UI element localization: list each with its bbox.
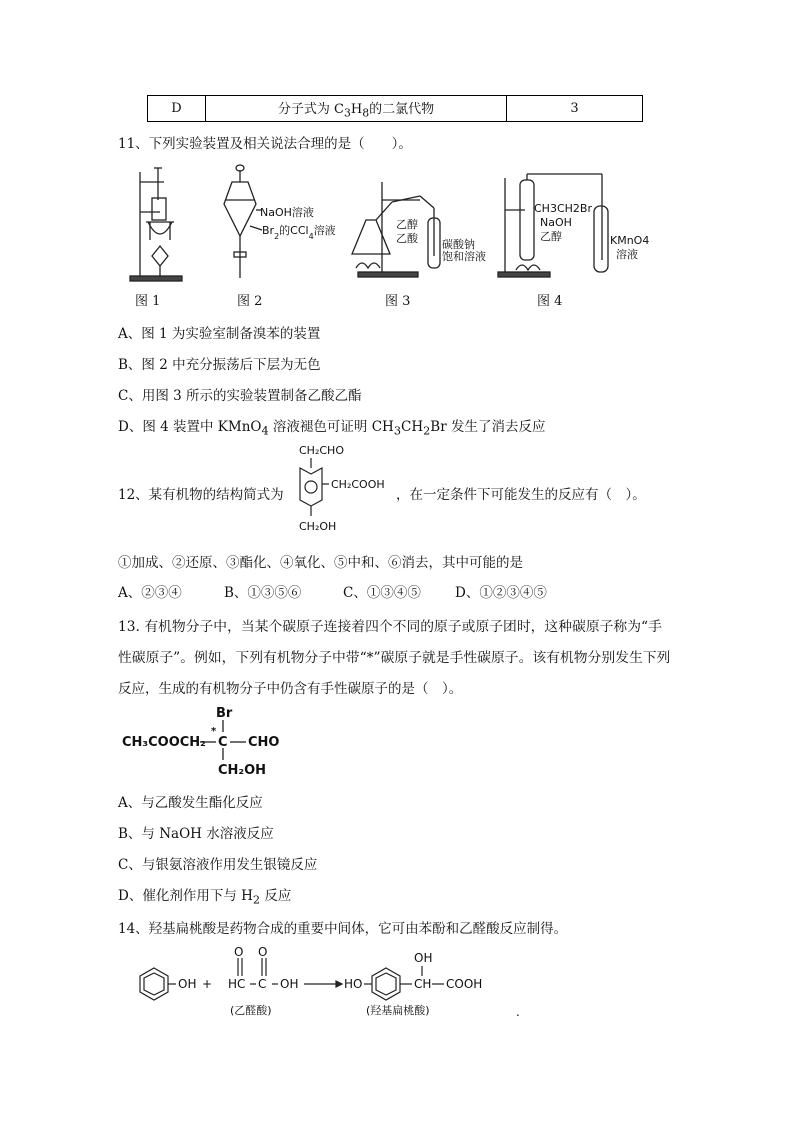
q13-option-c: C、与银氨溶液作用发生银镜反应 [118, 857, 318, 873]
group-ch: CH [414, 977, 432, 991]
label-naoh-solution: NaOH溶液 [260, 206, 314, 219]
label-solution: 溶液 [616, 248, 638, 261]
oxygen-1: O [234, 946, 244, 959]
q12-reactions: ①加成、②还原、③酯化、④氧化、⑤中和、⑥消去，其中可能的是 [118, 555, 523, 571]
table-cell-value: 3 [507, 96, 643, 122]
q11-stem: 11、下列实验装置及相关说法合理的是（ ）。 [118, 136, 412, 152]
table-cell-desc: 分子式为 $C_3H_8$的二氯代物 [206, 96, 507, 122]
q13-structure [118, 704, 288, 780]
label-br2-ccl4: $Br_2$的CCl$_4$溶液 [262, 224, 336, 241]
label-glyoxylic-acid: (乙醛酸) [230, 1004, 272, 1017]
label-ch3ch2br: CH3CH2Br [534, 202, 592, 215]
q11-option-b: B、图 2 中充分振荡后下层为无色 [118, 357, 321, 373]
group-cho: CHO [248, 735, 280, 750]
q14-stem: 14、羟基扁桃酸是药物合成的重要中间体，它可由苯酚和乙醛酸反应制得。 [118, 921, 568, 937]
q14-reaction-equation [130, 946, 550, 1020]
q12-stem-pre: 12、某有机物的结构简式为 [118, 487, 284, 503]
label-ethanol: 乙醇 [396, 218, 418, 231]
label-hydroxymandelic-acid: (羟基扁桃酸) [366, 1004, 430, 1017]
q13-line2: 性碳原子”。例如，下列有机物分子中带“*”碳原子就是手性碳原子。该有机物分别发生下列 [118, 650, 671, 666]
table-row [148, 96, 643, 122]
atom-c: C [258, 977, 267, 991]
atom-c: C [218, 735, 228, 750]
q12-option-c: C、①③④⑤ [343, 585, 421, 601]
group-ch2cho: CH₂CHO [299, 444, 344, 457]
q12-option-a: A、②③④ [118, 585, 182, 601]
group-hc: HC [228, 977, 246, 991]
caption-fig3: 图 3 [385, 294, 411, 309]
oxygen-2: O [258, 946, 268, 959]
group-ch2oh: CH₂OH [218, 763, 267, 778]
group-oh-top: OH [414, 951, 433, 965]
q12-option-d: D、①②③④⑤ [455, 585, 547, 601]
period: . [516, 1005, 520, 1019]
q12-structure [285, 440, 395, 538]
label-ethanol-2: 乙醇 [540, 230, 562, 243]
chiral-star: * [211, 726, 217, 737]
caption-fig4: 图 4 [537, 294, 563, 309]
q11-option-c: C、用图 3 所示的实验装置制备乙酸乙酯 [118, 388, 362, 404]
group-ch3cooch2: CH₃COOCH₂ [122, 735, 206, 750]
q13-option-d: D、催化剂作用下与 $H_2$ 反应 [118, 888, 292, 907]
plus-sign: + [202, 977, 213, 991]
top-table [147, 95, 643, 122]
group-ch2oh: CH₂OH [299, 520, 337, 533]
group-ch2cooh: CH₂COOH [331, 478, 385, 491]
label-acetic-acid: 乙酸 [396, 232, 418, 245]
label-sodium-carbonate: 碳酸钠 [442, 238, 475, 251]
caption-fig1: 图 1 [135, 294, 161, 309]
q11-option-d: D、图 4 装置中 KMnO$_4$ 溶液褪色可证明 $CH_3CH_2Br$ 发生了消去反应 [118, 419, 546, 438]
q12-option-b: B、①③⑤⑥ [224, 585, 302, 601]
q11-option-a: A、图 1 为实验室制备溴苯的装置 [118, 326, 321, 342]
atom-br: Br [216, 706, 233, 721]
label-kmno4: KMnO4 [610, 234, 650, 247]
group-cooh: COOH [446, 977, 483, 991]
group-oh: OH [280, 977, 299, 991]
q11-apparatus-figures [120, 160, 680, 288]
phenol-oh: OH [178, 977, 197, 991]
group-ho: HO [344, 977, 363, 991]
q13-option-a: A、与乙酸发生酯化反应 [118, 795, 263, 811]
q13-line3: 反应，生成的有机物分子中仍含有手性碳原子的是（ ）。 [118, 681, 463, 697]
label-naoh: NaOH [540, 216, 572, 229]
q13-option-b: B、与 NaOH 水溶液反应 [118, 826, 274, 842]
q13-line1: 13. 有机物分子中，当某个碳原子连接着四个不同的原子或原子团时，这种碳原子称为“手 [118, 619, 662, 635]
caption-fig2: 图 2 [237, 294, 263, 309]
q12-stem-post: ，在一定条件下可能发生的反应有（ ）。 [396, 487, 646, 503]
table-cell-label: D [148, 96, 206, 122]
label-saturated-solution: 饱和溶液 [442, 250, 486, 263]
